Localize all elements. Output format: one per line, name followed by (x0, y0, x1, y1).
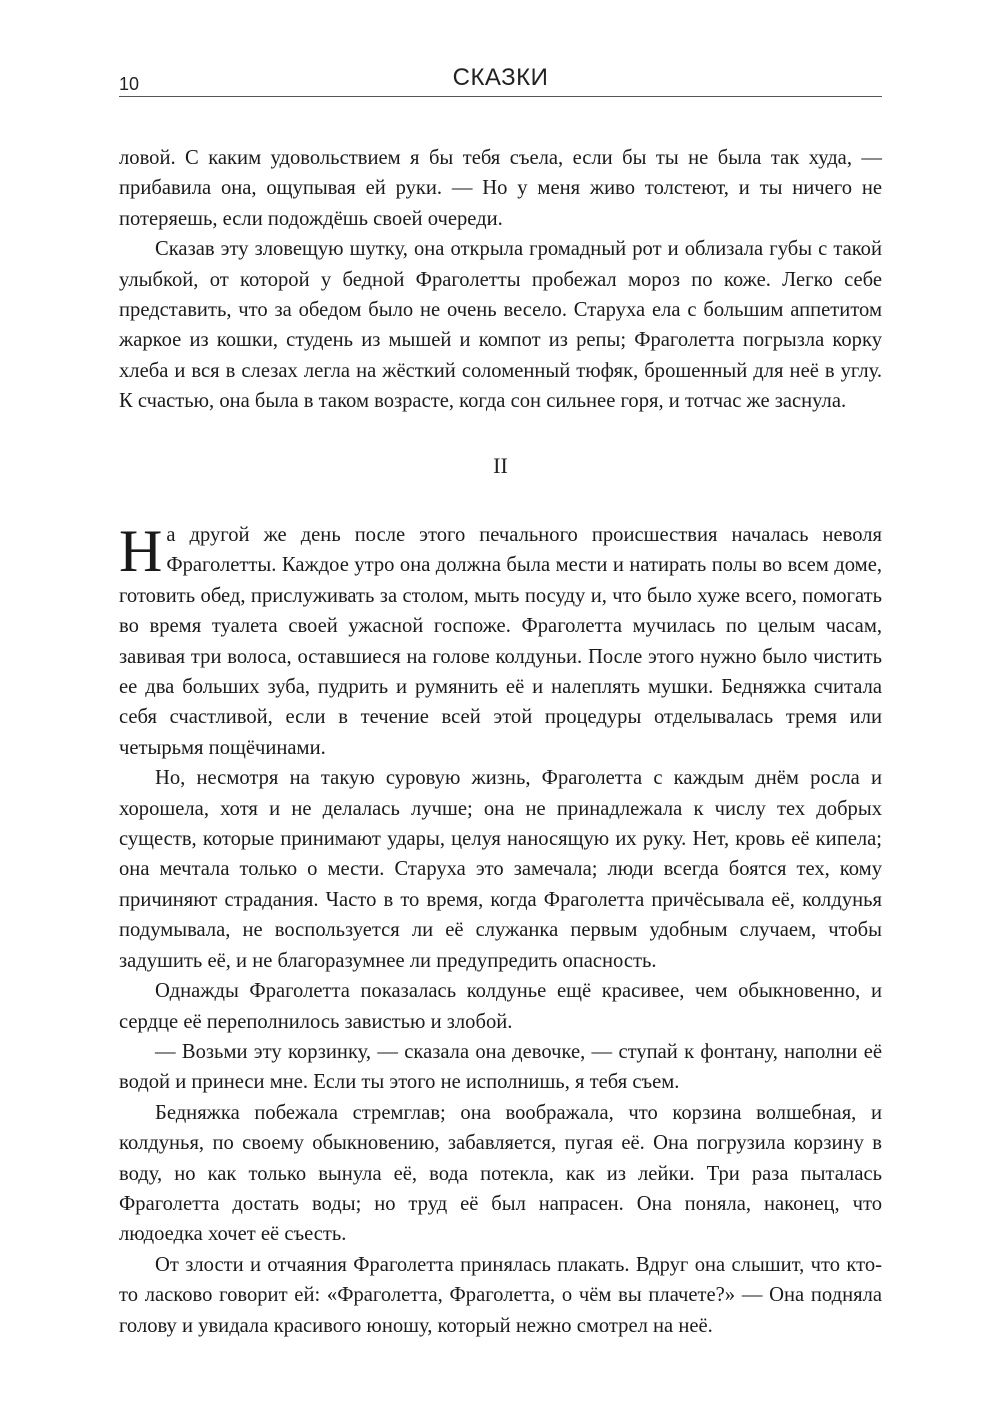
running-header (119, 62, 882, 97)
paragraph-with-dropcap (119, 520, 882, 763)
paragraph: Однажды Фраголетта показалась колдунье ещё красивее, чем обыкновенно, и сердце её переполнилось завистью и злобой. (119, 980, 882, 1033)
paragraph: Сказав эту зловещую шутку, она открыла громадный рот и облизала губы с такой улыбкой, от которой у бедной Фраголетты пробежал мороз по коже. Легко себе представить, что за обедом было не очень весело. Старуха ела с большим аппетитом жаркое из кошки, студень из мышей и компот из репы; Фраголетта погрызла корку хлеба и вся в слезах легла на жёсткий соломенный тюфяк, брошенный для неё в углу. К счастью, она была в таком возрасте, когда сон сильнее горя, и тотчас же заснула. (119, 238, 882, 413)
paragraph: Бедняжка побежала стремглав; она воображала, что корзина волшебная, и колдунья, по своему обыкновению, забавляется, пугая её. Она погрузила корзину в воду, но как только вынула её, вода потекла, как из лейки. Три раза пыталась Фраголетта достать воды; но труд её был напрасен. Она поняла, наконец, что людоедка хочет её съесть. (119, 1101, 882, 1246)
paragraph: — Возьми эту корзинку, — сказала она девочке, — ступай к фонтану, наполни её водой и принеси мне. Если ты этого не исполнишь, я тебя съем. (119, 1040, 882, 1094)
chapter-heading: II (493, 453, 508, 478)
paragraph: От злости и отчаяния Фраголетта принялась плакать. Вдруг она слышит, что кто-то ласково говорит ей: «Фраголетта, Фраголетта, о чём вы плачете?» — Она подняла голову и увидала красивого юношу, который нежно смотрел на неё. (119, 1253, 882, 1337)
text-block-chapter-2 (119, 520, 882, 1341)
paragraph: ловой. С каким удовольствием я бы тебя съела, если бы ты не была так худа, — прибавила она, ощупывая ей руки. — Но у меня живо толстеют, и ты ничего не потеряешь, если подождёшь своей очереди. (119, 147, 882, 230)
paragraph: Но, несмотря на такую суровую жизнь, Фраголетта с каждым днём росла и хорошела, хотя и не делалась лучше; она не принадлежала к числу тех добрых существ, которые принимают удары, целуя наносящую их руку. Нет, кровь её кипела; она мечтала только о мести. Старуха это замечала; люди всегда боятся тех, кому причиняют страдания. Часто в то время, когда Фраголетта причёсывала её, колдунья подумывала, не воспользуется ли её служанка первым удобным случаем, чтобы задушить её, и не благоразумнее ли предупредить опасность. (119, 767, 882, 972)
drop-cap: Н (119, 518, 163, 584)
running-title: СКАЗКИ (452, 64, 549, 91)
paragraph-text: а другой же день после этого печального происшествия началась неволя Фраголетты. Каждое утро она должна была мести и натирать полы во всем доме, готовить обед, прислуживать за столом, мыть посуду и, что было хуже всего, помогать во время туалета своей ужасной госпоже. Фраголетта мучилась по целым часам, завивая три волоса, оставшиеся на голове колдуньи. После этого нужно было чистить ее два больших зуба, пудрить и румянить её и налеплять мушки. Бедняжка считала себя счастливой, если в течение всей этой процедуры отделывалась тремя или четырьмя пощёчинами. (119, 524, 882, 759)
page-number: 10 (119, 74, 140, 94)
text-block-continuation (119, 143, 882, 417)
